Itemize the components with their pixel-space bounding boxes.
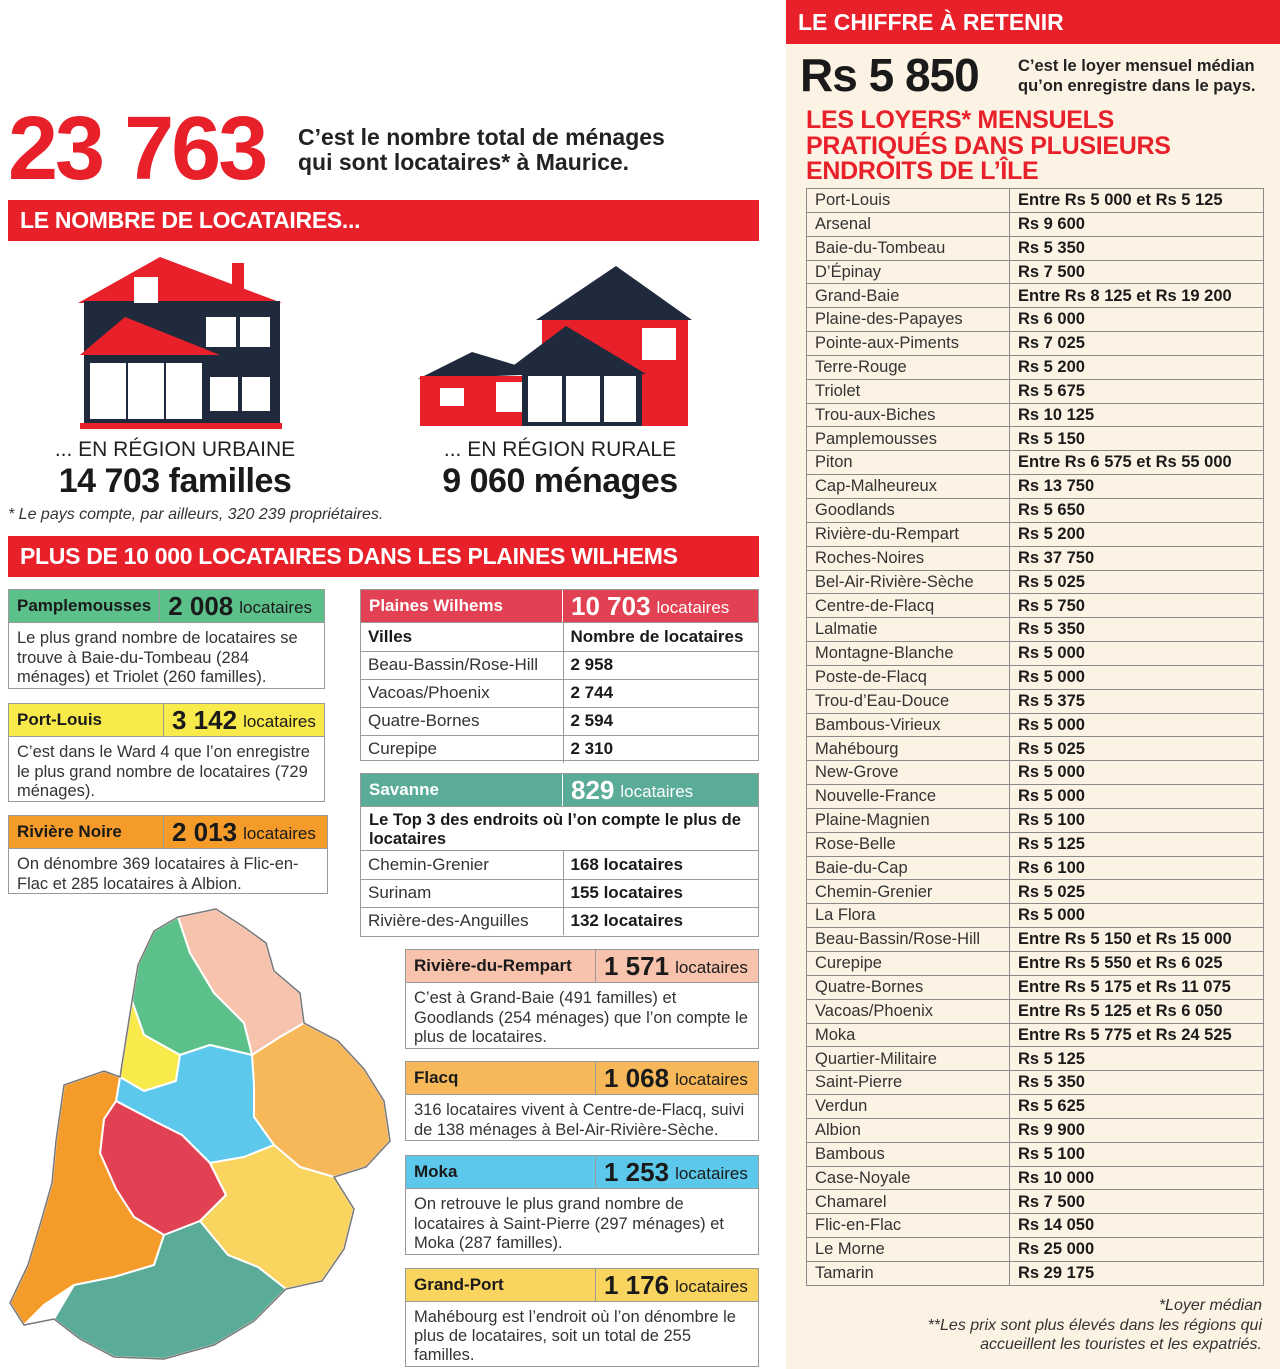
cell-place: Surinam — [361, 879, 563, 907]
count-value: 3 142 — [172, 704, 238, 735]
district-text: Mahébourg est l’endroit où l’on dénombre le plus de locataires, soit un total de 255 familles. — [414, 1308, 736, 1364]
district-text: 316 locataires vivent à Centre-de-Flacq, suivi de 138 ménages à Bel-Air-Rivière-Sèche. — [414, 1101, 745, 1139]
rent-row — [807, 737, 1264, 761]
count-value: 2 008 — [168, 590, 234, 621]
box-header — [9, 590, 324, 623]
cell-count: 2 310 — [563, 735, 758, 763]
col-nombre: Nombre de locataires — [563, 623, 758, 651]
count-value: 1 253 — [604, 1156, 670, 1187]
rent-price: Rs 5 000 — [1010, 642, 1264, 666]
rent-place: Trou-d’Eau-Douce — [807, 689, 1010, 713]
box-riviere-du-rempart — [405, 949, 759, 1049]
box-header — [406, 1269, 758, 1302]
rent-place: Tamarin — [807, 1261, 1010, 1285]
count-unit: locataires — [675, 1164, 748, 1183]
district-name: Savanne — [361, 774, 563, 806]
district-count — [596, 1156, 758, 1188]
rent-price: Entre Rs 8 125 et Rs 19 200 — [1010, 284, 1264, 308]
section-bar-plaines: PLUS DE 10 000 LOCATAIRES DANS LES PLAINES WILHEMS — [8, 536, 759, 577]
district-count — [160, 590, 324, 622]
rent-price: Rs 7 500 — [1010, 1190, 1264, 1214]
rent-row — [807, 689, 1264, 713]
rents-table — [806, 188, 1264, 1286]
rent-row — [807, 594, 1264, 618]
rent-price: Rs 5 000 — [1010, 904, 1264, 928]
rent-place: Poste-de-Flacq — [807, 665, 1010, 689]
rent-place: Port-Louis — [807, 189, 1010, 213]
rent-price: Rs 5 000 — [1010, 785, 1264, 809]
rent-row — [807, 475, 1264, 499]
district-count — [164, 704, 324, 736]
rent-price: Rs 6 100 — [1010, 856, 1264, 880]
rent-price: Rs 29 175 — [1010, 1261, 1264, 1285]
rents-title-line-3: ENDROITS DE L’ÎLE — [806, 157, 1039, 185]
median-amount: Rs 5 850 — [800, 49, 979, 101]
district-name: Grand-Port — [406, 1269, 596, 1301]
rent-price: Rs 5 750 — [1010, 594, 1264, 618]
rent-place: Quatre-Bornes — [807, 975, 1010, 999]
rent-price: Rs 5 350 — [1010, 1071, 1264, 1095]
box-riviere-noire — [8, 815, 328, 894]
median-line-2: qu’on enregistre dans le pays. — [1018, 77, 1256, 95]
rent-row — [807, 856, 1264, 880]
rent-row — [807, 1142, 1264, 1166]
rent-price: Rs 5 350 — [1010, 236, 1264, 260]
district-name: Flacq — [406, 1062, 596, 1094]
district-name: Pamplemousses — [9, 590, 160, 622]
count-unit: locataires — [656, 598, 730, 617]
rent-row — [807, 808, 1264, 832]
rent-row — [807, 1238, 1264, 1262]
rent-price: Rs 37 750 — [1010, 546, 1264, 570]
rent-row — [807, 189, 1264, 213]
urban-label: ... EN RÉGION URBAINE — [54, 438, 296, 461]
rent-row — [807, 427, 1264, 451]
rent-row — [807, 570, 1264, 594]
rent-place: Montagne-Blanche — [807, 642, 1010, 666]
rent-price: Rs 5 025 — [1010, 880, 1264, 904]
count-value: 2 013 — [172, 816, 238, 847]
rent-place: Flic-en-Flac — [807, 1214, 1010, 1238]
rent-place: Bambous-Virieux — [807, 713, 1010, 737]
table-row — [361, 879, 758, 907]
rent-price: Rs 14 050 — [1010, 1214, 1264, 1238]
rent-row — [807, 642, 1264, 666]
rent-place: Bel-Air-Rivière-Sèche — [807, 570, 1010, 594]
rent-place: Moka — [807, 1023, 1010, 1047]
rent-row — [807, 403, 1264, 427]
rent-place: Nouvelle-France — [807, 785, 1010, 809]
rent-price: Rs 13 750 — [1010, 475, 1264, 499]
rent-price: Rs 5 000 — [1010, 665, 1264, 689]
rent-row — [807, 522, 1264, 546]
count-value: 10 703 — [571, 590, 651, 621]
rent-place: Mahébourg — [807, 737, 1010, 761]
rents-title-line-1: LES LOYERS* MENSUELS — [806, 106, 1114, 134]
rent-row — [807, 928, 1264, 952]
cell-count: 155 locataires — [563, 879, 758, 907]
box-pamplemousses — [8, 589, 325, 689]
rent-price: Rs 10 000 — [1010, 1166, 1264, 1190]
count-value: 1 068 — [604, 1062, 670, 1093]
rent-price: Rs 7 500 — [1010, 260, 1264, 284]
rent-price: Rs 5 100 — [1010, 808, 1264, 832]
district-text: Le plus grand nombre de locataires se trouve à Baie-du-Tombeau (284 ménages) et Triolet (260 familles). — [17, 629, 298, 686]
footnote-line-3: accueillent les touristes et les expatriés. — [980, 1336, 1262, 1353]
rent-place: Baie-du-Cap — [807, 856, 1010, 880]
rent-price: Rs 6 000 — [1010, 308, 1264, 332]
col-villes: Villes — [361, 623, 563, 651]
right-header: LE CHIFFRE À RETENIR — [786, 0, 1280, 44]
rent-place: Pointe-aux-Piments — [807, 332, 1010, 356]
rent-row — [807, 665, 1264, 689]
cell-count: 132 locataires — [563, 907, 758, 935]
rent-place: Centre-de-Flacq — [807, 594, 1010, 618]
rent-place: Case-Noyale — [807, 1166, 1010, 1190]
rent-price: Entre Rs 5 150 et Rs 15 000 — [1010, 928, 1264, 952]
rent-price: Rs 5 200 — [1010, 522, 1264, 546]
district-count — [596, 1062, 758, 1094]
cell-count: 168 locataires — [563, 851, 758, 879]
rent-place: Vacoas/Phoenix — [807, 999, 1010, 1023]
rent-place: Saint-Pierre — [807, 1071, 1010, 1095]
rent-price: Entre Rs 6 575 et Rs 55 000 — [1010, 451, 1264, 475]
rent-row — [807, 952, 1264, 976]
rent-place: Piton — [807, 451, 1010, 475]
rural-value: 9 060 ménages — [442, 462, 678, 500]
rent-price: Rs 5 200 — [1010, 355, 1264, 379]
box-flacq — [405, 1061, 759, 1141]
rent-place: Rivière-du-Rempart — [807, 522, 1010, 546]
table-header-row — [361, 623, 758, 651]
rent-place: Triolet — [807, 379, 1010, 403]
district-count — [596, 950, 758, 982]
district-text: C’est dans le Ward 4 que l’on enregistre le plus grand nombre de locataires (729 ménages). — [17, 743, 310, 800]
rent-price: Rs 9 900 — [1010, 1118, 1264, 1142]
rent-price: Rs 5 125 — [1010, 1047, 1264, 1071]
headline-text — [298, 125, 665, 175]
median-line-1: C’est le loyer mensuel médian — [1018, 57, 1255, 75]
rent-place: Pamplemousses — [807, 427, 1010, 451]
rural-house-icon — [416, 264, 696, 429]
count-unit: locataires — [675, 1070, 748, 1089]
box-header — [361, 774, 758, 807]
urban-house-icon — [70, 255, 290, 430]
headline-line-1: C’est le nombre total de ménages — [298, 124, 665, 150]
rent-row — [807, 785, 1264, 809]
rent-place: Beau-Bassin/Rose-Hill — [807, 928, 1010, 952]
count-unit: locataires — [243, 712, 316, 731]
savanne-subtitle: Le Top 3 des endroits où l’on compte le plus de locataires — [361, 807, 758, 851]
count-unit: locataires — [620, 782, 694, 801]
district-text: On retrouve le plus grand nombre de locataires à Saint-Pierre (297 ménages) et Moka (287 familles). — [414, 1195, 724, 1252]
rents-title — [806, 108, 1171, 185]
savanne-table — [361, 851, 758, 935]
rent-row — [807, 761, 1264, 785]
box-header — [406, 950, 758, 983]
box-grand-port — [405, 1268, 759, 1367]
table-row — [361, 679, 758, 707]
rent-row — [807, 546, 1264, 570]
box-savanne — [360, 773, 759, 937]
district-count — [563, 774, 758, 806]
footnote-line-1: *Loyer médian — [1158, 1297, 1262, 1314]
rent-place: Plaine-Magnien — [807, 808, 1010, 832]
rent-place: Quartier-Militaire — [807, 1047, 1010, 1071]
headline-line-2: qui sont locataires* à Maurice. — [298, 149, 630, 175]
footnote-proprietaires: * Le pays compte, par ailleurs, 320 239 propriétaires. — [8, 506, 384, 523]
rent-row — [807, 332, 1264, 356]
rent-row — [807, 1190, 1264, 1214]
rent-place: Trou-aux-Biches — [807, 403, 1010, 427]
district-count — [164, 816, 327, 848]
rent-row — [807, 975, 1264, 999]
rent-place: Albion — [807, 1118, 1010, 1142]
rent-row — [807, 236, 1264, 260]
rent-price: Rs 5 375 — [1010, 689, 1264, 713]
rent-row — [807, 308, 1264, 332]
rent-price: Rs 5 000 — [1010, 713, 1264, 737]
district-name: Port-Louis — [9, 704, 164, 736]
rent-price: Rs 5 350 — [1010, 618, 1264, 642]
rent-price: Rs 5 025 — [1010, 570, 1264, 594]
rent-place: New-Grove — [807, 761, 1010, 785]
rent-place: Lalmatie — [807, 618, 1010, 642]
rent-price: Entre Rs 5 550 et Rs 6 025 — [1010, 952, 1264, 976]
urban-value: 14 703 familles — [58, 462, 292, 500]
rent-place: Arsenal — [807, 212, 1010, 236]
cell-count: 2 594 — [563, 707, 758, 735]
table-row — [361, 735, 758, 763]
rent-row — [807, 379, 1264, 403]
count-value: 1 571 — [604, 950, 670, 981]
rent-place: Chemin-Grenier — [807, 880, 1010, 904]
footnote-line-2: **Les prix sont plus élevés dans les régions qui — [927, 1316, 1262, 1334]
rent-row — [807, 1118, 1264, 1142]
rent-row — [807, 618, 1264, 642]
rent-place: Rose-Belle — [807, 832, 1010, 856]
rent-price: Rs 9 600 — [1010, 212, 1264, 236]
rent-price: Rs 5 125 — [1010, 832, 1264, 856]
rent-place: Chamarel — [807, 1190, 1010, 1214]
rent-row — [807, 1261, 1264, 1285]
cell-count: 2 744 — [563, 679, 758, 707]
rent-price: Entre Rs 5 000 et Rs 5 125 — [1010, 189, 1264, 213]
rent-place: Bambous — [807, 1142, 1010, 1166]
rents-title-line-2: PRATIQUÉS DANS PLUSIEURS — [806, 131, 1171, 160]
rent-price: Rs 5 625 — [1010, 1095, 1264, 1119]
rent-price: Rs 5 650 — [1010, 498, 1264, 522]
rent-row — [807, 999, 1264, 1023]
rent-place: Plaine-des-Papayes — [807, 308, 1010, 332]
rural-label: ... EN RÉGION RURALE — [443, 438, 677, 461]
cell-ville: Curepipe — [361, 735, 563, 763]
table-row — [361, 851, 758, 879]
count-unit: locataires — [675, 1277, 748, 1296]
rent-row — [807, 355, 1264, 379]
rent-row — [807, 451, 1264, 475]
table-row — [361, 707, 758, 735]
count-unit: locataires — [675, 958, 748, 977]
rent-price: Rs 5 100 — [1010, 1142, 1264, 1166]
box-header — [9, 816, 327, 849]
count-value: 829 — [571, 774, 615, 805]
box-header — [406, 1156, 758, 1189]
rent-place: Goodlands — [807, 498, 1010, 522]
mauritius-map — [4, 905, 396, 1367]
box-port-louis — [8, 703, 325, 802]
rent-row — [807, 1095, 1264, 1119]
district-name: Rivière-du-Rempart — [406, 950, 596, 982]
cell-place: Rivière-des-Anguilles — [361, 907, 563, 935]
rent-price: Entre Rs 5 125 et Rs 6 050 — [1010, 999, 1264, 1023]
cell-count: 2 958 — [563, 651, 758, 679]
rent-row — [807, 1023, 1264, 1047]
plaines-table — [361, 623, 758, 763]
rent-price: Rs 5 150 — [1010, 427, 1264, 451]
district-name: Moka — [406, 1156, 596, 1188]
median-text — [1018, 56, 1256, 96]
rent-price: Rs 5 675 — [1010, 379, 1264, 403]
rent-place: Verdun — [807, 1095, 1010, 1119]
rent-row — [807, 212, 1264, 236]
box-plaines-wilhems — [360, 589, 759, 761]
cell-ville: Quatre-Bornes — [361, 707, 563, 735]
table-row — [361, 907, 758, 935]
rent-row — [807, 498, 1264, 522]
rent-price: Rs 5 000 — [1010, 761, 1264, 785]
rent-price: Rs 7 025 — [1010, 332, 1264, 356]
rent-price: Rs 5 025 — [1010, 737, 1264, 761]
rent-place: Grand-Baie — [807, 284, 1010, 308]
rent-row — [807, 1047, 1264, 1071]
rent-row — [807, 1166, 1264, 1190]
rent-place: Baie-du-Tombeau — [807, 236, 1010, 260]
headline-number: 23 763 — [8, 99, 266, 199]
district-text: C’est à Grand-Baie (491 familles) et Goodlands (254 ménages) que l’on compte le plus de locataires. — [414, 989, 748, 1046]
box-moka — [405, 1155, 759, 1255]
district-count — [563, 590, 758, 622]
rent-price: Rs 10 125 — [1010, 403, 1264, 427]
district-text: On dénombre 369 locataires à Flic-en-Flac et 285 locataires à Albion. — [17, 855, 299, 893]
district-count — [596, 1269, 758, 1301]
rent-row — [807, 284, 1264, 308]
rent-price: Entre Rs 5 175 et Rs 11 075 — [1010, 975, 1264, 999]
rent-row — [807, 1214, 1264, 1238]
rent-place: Roches-Noires — [807, 546, 1010, 570]
count-unit: locataires — [239, 598, 313, 617]
rent-price: Entre Rs 5 775 et Rs 24 525 — [1010, 1023, 1264, 1047]
box-header — [9, 704, 324, 737]
rent-place: Curepipe — [807, 952, 1010, 976]
rent-row — [807, 832, 1264, 856]
count-unit: locataires — [243, 824, 316, 843]
rent-place: Le Morne — [807, 1238, 1010, 1262]
rent-place: D’Épinay — [807, 260, 1010, 284]
rent-place: La Flora — [807, 904, 1010, 928]
section-bar-locataires: LE NOMBRE DE LOCATAIRES... — [8, 200, 759, 241]
rent-row — [807, 1071, 1264, 1095]
rent-row — [807, 904, 1264, 928]
rent-row — [807, 713, 1264, 737]
rent-row — [807, 260, 1264, 284]
district-name: Rivière Noire — [9, 816, 164, 848]
district-name: Plaines Wilhems — [361, 590, 563, 622]
table-row — [361, 651, 758, 679]
cell-place: Chemin-Grenier — [361, 851, 563, 879]
box-header — [406, 1062, 758, 1095]
rent-place: Cap-Malheureux — [807, 475, 1010, 499]
rents-footnote — [830, 1296, 1262, 1355]
box-header — [361, 590, 758, 623]
rent-price: Rs 25 000 — [1010, 1238, 1264, 1262]
cell-ville: Vacoas/Phoenix — [361, 679, 563, 707]
count-value: 1 176 — [604, 1269, 670, 1300]
rent-place: Terre-Rouge — [807, 355, 1010, 379]
rent-row — [807, 880, 1264, 904]
cell-ville: Beau-Bassin/Rose-Hill — [361, 651, 563, 679]
